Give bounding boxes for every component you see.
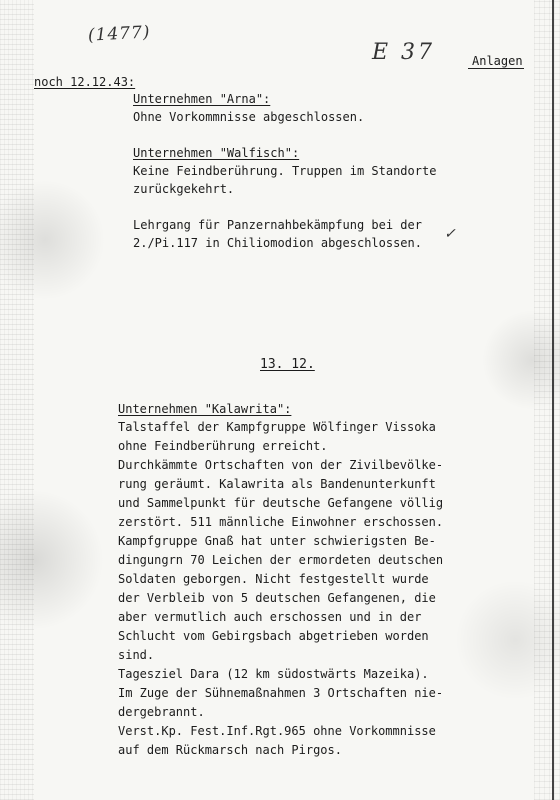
pencil-archive-code: E 37 (372, 40, 436, 65)
entry-arna-line: Ohne Vorkommnisse abgeschlossen. (133, 110, 365, 124)
entry-kalawrita-line: Soldaten geborgen. Nicht festgestellt wurde (118, 572, 429, 586)
entry-kalawrita-line: ohne Feindberührung erreicht. (118, 439, 328, 453)
page-edge-line (552, 0, 554, 800)
entry-kalawrita-line: sind. (118, 648, 155, 662)
entry-kalawrita-line: Im Zuge der Sühnemaßnahmen 3 Ortschaften nie- (118, 686, 444, 700)
entry-kalawrita-line: Durchkämmte Ortschaften von der Zivilbevölke- (118, 458, 444, 472)
entry-kalawrita-line: rung geräumt. Kalawrita als Bandenunterkunft (118, 477, 436, 491)
entry-kalawrita-heading: Unternehmen "Kalawrita": (118, 402, 292, 416)
ink-check-mark: ✓ (444, 226, 456, 242)
scan-noise-right (534, 0, 560, 800)
anlagen-column-header: Anlagen (472, 54, 523, 68)
entry-kalawrita-line: zerstört. 511 männliche Einwohner erschossen. (118, 515, 444, 529)
entry-lehrgang-line: Lehrgang für Panzernahbekämpfung bei der (133, 218, 422, 232)
entry-kalawrita-line: Tagesziel Dara (12 km südostwärts Mazeika). (118, 667, 429, 681)
day-date-heading: 13. 12. (260, 357, 315, 372)
entry-kalawrita-line: der Verbleib von 5 deutschen Gefangenen, die (118, 591, 436, 605)
entry-kalawrita-line: dergebrannt. (118, 705, 205, 719)
entry-kalawrita-line: dingungrn 70 Leichen der ermordeten deutschen (118, 553, 444, 567)
entry-kalawrita-line: aber vermutlich auch erschossen und in der (118, 610, 422, 624)
entry-kalawrita-line: auf dem Rückmarsch nach Pirgos. (118, 743, 342, 757)
dateline: noch 12.12.43: (34, 75, 136, 89)
entry-arna-heading: Unternehmen "Arna": (133, 92, 271, 106)
entry-kalawrita-line: Verst.Kp. Fest.Inf.Rgt.965 ohne Vorkommnisse (118, 724, 436, 738)
entry-walfisch-line: Keine Feindberührung. Truppen im Standorte (133, 164, 437, 178)
entry-kalawrita-line: Schlucht vom Gebirgsbach abgetrieben worden (118, 629, 429, 643)
entry-kalawrita-line: Talstaffel der Kampfgruppe Wölfinger Vissoka (118, 420, 436, 434)
anlagen-underline (468, 68, 524, 69)
pencil-page-number: (1477) (87, 22, 152, 46)
entry-walfisch-line: zurückgekehrt. (133, 182, 235, 196)
entry-kalawrita-line: und Sammelpunkt für deutsche Gefangene völlig (118, 496, 444, 510)
entry-walfisch-heading: Unternehmen "Walfisch": (133, 146, 300, 160)
entry-kalawrita-line: Kampfgruppe Gnaß hat unter schwierigsten Be- (118, 534, 436, 548)
entry-lehrgang-line: 2./Pi.117 in Chiliomodion abgeschlossen. (133, 236, 422, 250)
scan-noise-left (0, 0, 34, 800)
